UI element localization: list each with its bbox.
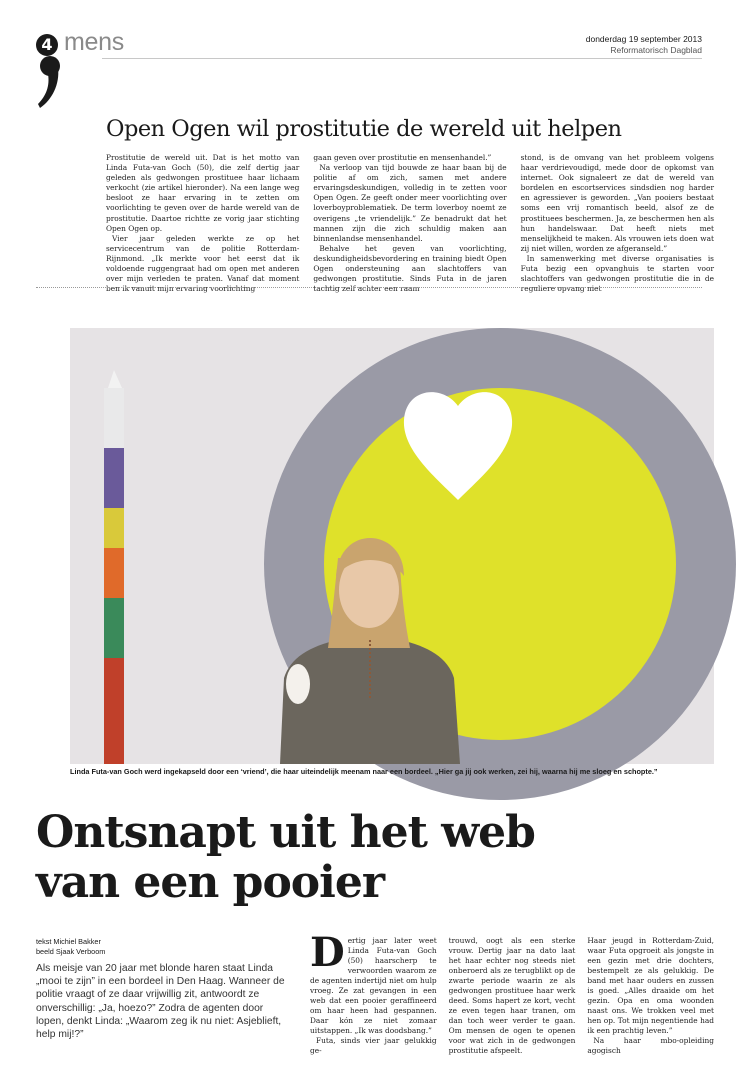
paragraph: Na haar mbo-opleiding agogisch — [587, 1036, 715, 1055]
top-article-column-1 — [106, 153, 300, 294]
paragraph: Na verloop van tijd bouwde ze haar baan bij de politie af om zich, samen met andere ervaringsdeskundigen, volledig in te zetten voor Open Ogen. Ze geeft onder meer voorlichting over loverboyproblematiek. De term loverboy noemt ze overigens „te vriendelijk.” Ze benadrukt dat het mannen zijn die zich schuldig maken aan binnenlandse mensenhandel. — [313, 163, 507, 243]
paragraph: Behalve het geven van voorlichting, deskundigheidsbevordering en training biedt Open Ogen ondersteuning aan slachtoffers van gedwongen prostitutie. Sinds Futa in de jaren tachtig zelf achter een raam — [313, 243, 507, 294]
drop-cap: D — [310, 929, 345, 976]
paragraph: trouwd, oogt als een sterke vrouw. Dertig jaar na dato laat het haar echter nog steeds niet onberoerd als ze terugblikt op de zwarte periode waarin ze als gedwongen prostituee haar werk deed. Soms hapert ze kort, vecht ze even tegen haar tranen, om dan toch weer verder te gaan. Om mensen de ogen te openen voor wat zich in de gedwongen prostitutie afspeelt. — [448, 936, 576, 1055]
header-rule — [102, 58, 702, 59]
paragraph: stond, is de omvang van het probleem volgens haar verdrievoudigd, mede door de opkomst van internet. Ook signaleert ze dat de wereld van bordelen en escortservices sindsdien nog harder en agressiever is geworden. „Van pooiers bestaat soms een vrij romantisch beeld, alsof ze de prostituees beschermen. Ja, ze beschermen hen als hun handelswaar. Dat heeft niets met menselijkheid te maken. Als vrouwen iets doen wat zij niet willen, worden ze afgeranseld.” — [520, 153, 714, 253]
top-article-column-2 — [313, 153, 507, 294]
paragraph — [310, 929, 437, 1036]
header-paper-name: Reformatorisch Dagblad — [610, 45, 702, 55]
credit-text: tekst Michiel Bakker — [36, 937, 101, 946]
paragraph: Vier jaar geleden werkte ze op het servicecentrum van de politie Rotterdam-Rijnmond. „Ik merkte voor het eerst dat ik voldoende ruggengraat had om open met anderen over mijn verleden te praten. Vanaf dat moment ben ik vanuit mijn ervaring voorlichting — [106, 233, 300, 294]
header-date: donderdag 19 september 2013 — [585, 34, 702, 44]
main-headline-line-2: van een pooier — [36, 857, 385, 908]
main-article-column-2 — [448, 936, 576, 1055]
main-article-column-1 — [310, 929, 437, 1055]
comma-icon — [36, 54, 66, 110]
main-headline-line-1: Ontsnapt uit het web — [36, 807, 535, 858]
paragraph: Futa, sinds vier jaar gelukkig ge- — [310, 1036, 437, 1055]
photo-illustration — [70, 328, 714, 764]
lead-paragraph: Als meisje van 20 jaar met blonde haren staat Linda „mooi te zijn” in een bordeel in Den Haag. Wanneer de politie vraagt of ze daar vrijwillig zit, antwoordt ze onverschillig: „Ja, hoezo?” Zodra de agenten door lopen, denkt Linda: „Waarom zeg ik nu niet: Asjeblieft, help mij!?” — [36, 963, 285, 1041]
article-photo — [70, 328, 714, 764]
byline — [36, 937, 105, 956]
main-article-column-3 — [587, 936, 715, 1055]
main-headline — [36, 808, 716, 908]
top-article-body — [106, 153, 714, 294]
paragraph-text: ertig jaar later weet Linda Futa-van Goch (50) haarscherp te verwoorden waarom ze de agenten indertijd niet om hulp vroeg. Ze zat gevangen in een web dat een pooier geraffineerd om haar heen had gespannen. Daar kón ze niet zomaar uitstappen. „Ik was doodsbang.” — [310, 936, 437, 1035]
paragraph: Haar jeugd in Rotterdam-Zuid, waar Futa opgroeit als jongste in een gezin met drie dochters, bestempelt ze als gelukkig. De band met haar ouders en zussen is goed. „Alles draaide om het gezin. Opa en oma woonden naast ons. We trokken veel met hen op. Tot mijn negentiende had ik een prachtig leven.” — [587, 936, 715, 1035]
section-name: mens — [64, 28, 124, 56]
section-divider — [36, 287, 702, 288]
page-number: 4 — [36, 34, 58, 56]
paragraph: Prostitutie de wereld uit. Dat is het motto van Linda Futa-van Goch (50), die zelf dertig jaar geleden als gedwongen prostituee haar lichaam verkocht (zie artikel hieronder). Na een lange weg besloot ze haar ervaring in te zetten om voorlichting te geven over de harde wereld van de prostitutie. Daartoe richtte ze vorig jaar stichting Open Ogen op. — [106, 153, 300, 233]
credit-photo: beeld Sjaak Verboom — [36, 946, 106, 956]
top-article-headline: Open Ogen wil prostitutie de wereld uit helpen — [106, 116, 622, 142]
main-article-body — [310, 929, 715, 1055]
top-article-column-3 — [520, 153, 714, 294]
photo-caption: Linda Futa-van Goch werd ingekapseld door een ‘vriend’, die haar uiteindelijk meenam naar een bordeel. „Hier ga jij ook werken, zei hij, waarna hij me sloeg en schopte.” — [70, 767, 658, 776]
paragraph: gaan geven over prostitutie en mensenhandel.” — [313, 153, 492, 162]
paragraph: In samenwerking met diverse organisaties is Futa bezig een opvanghuis te starten voor slachtoffers van gedwongen prostitutie die in de reguliere opvang niet — [520, 253, 714, 294]
